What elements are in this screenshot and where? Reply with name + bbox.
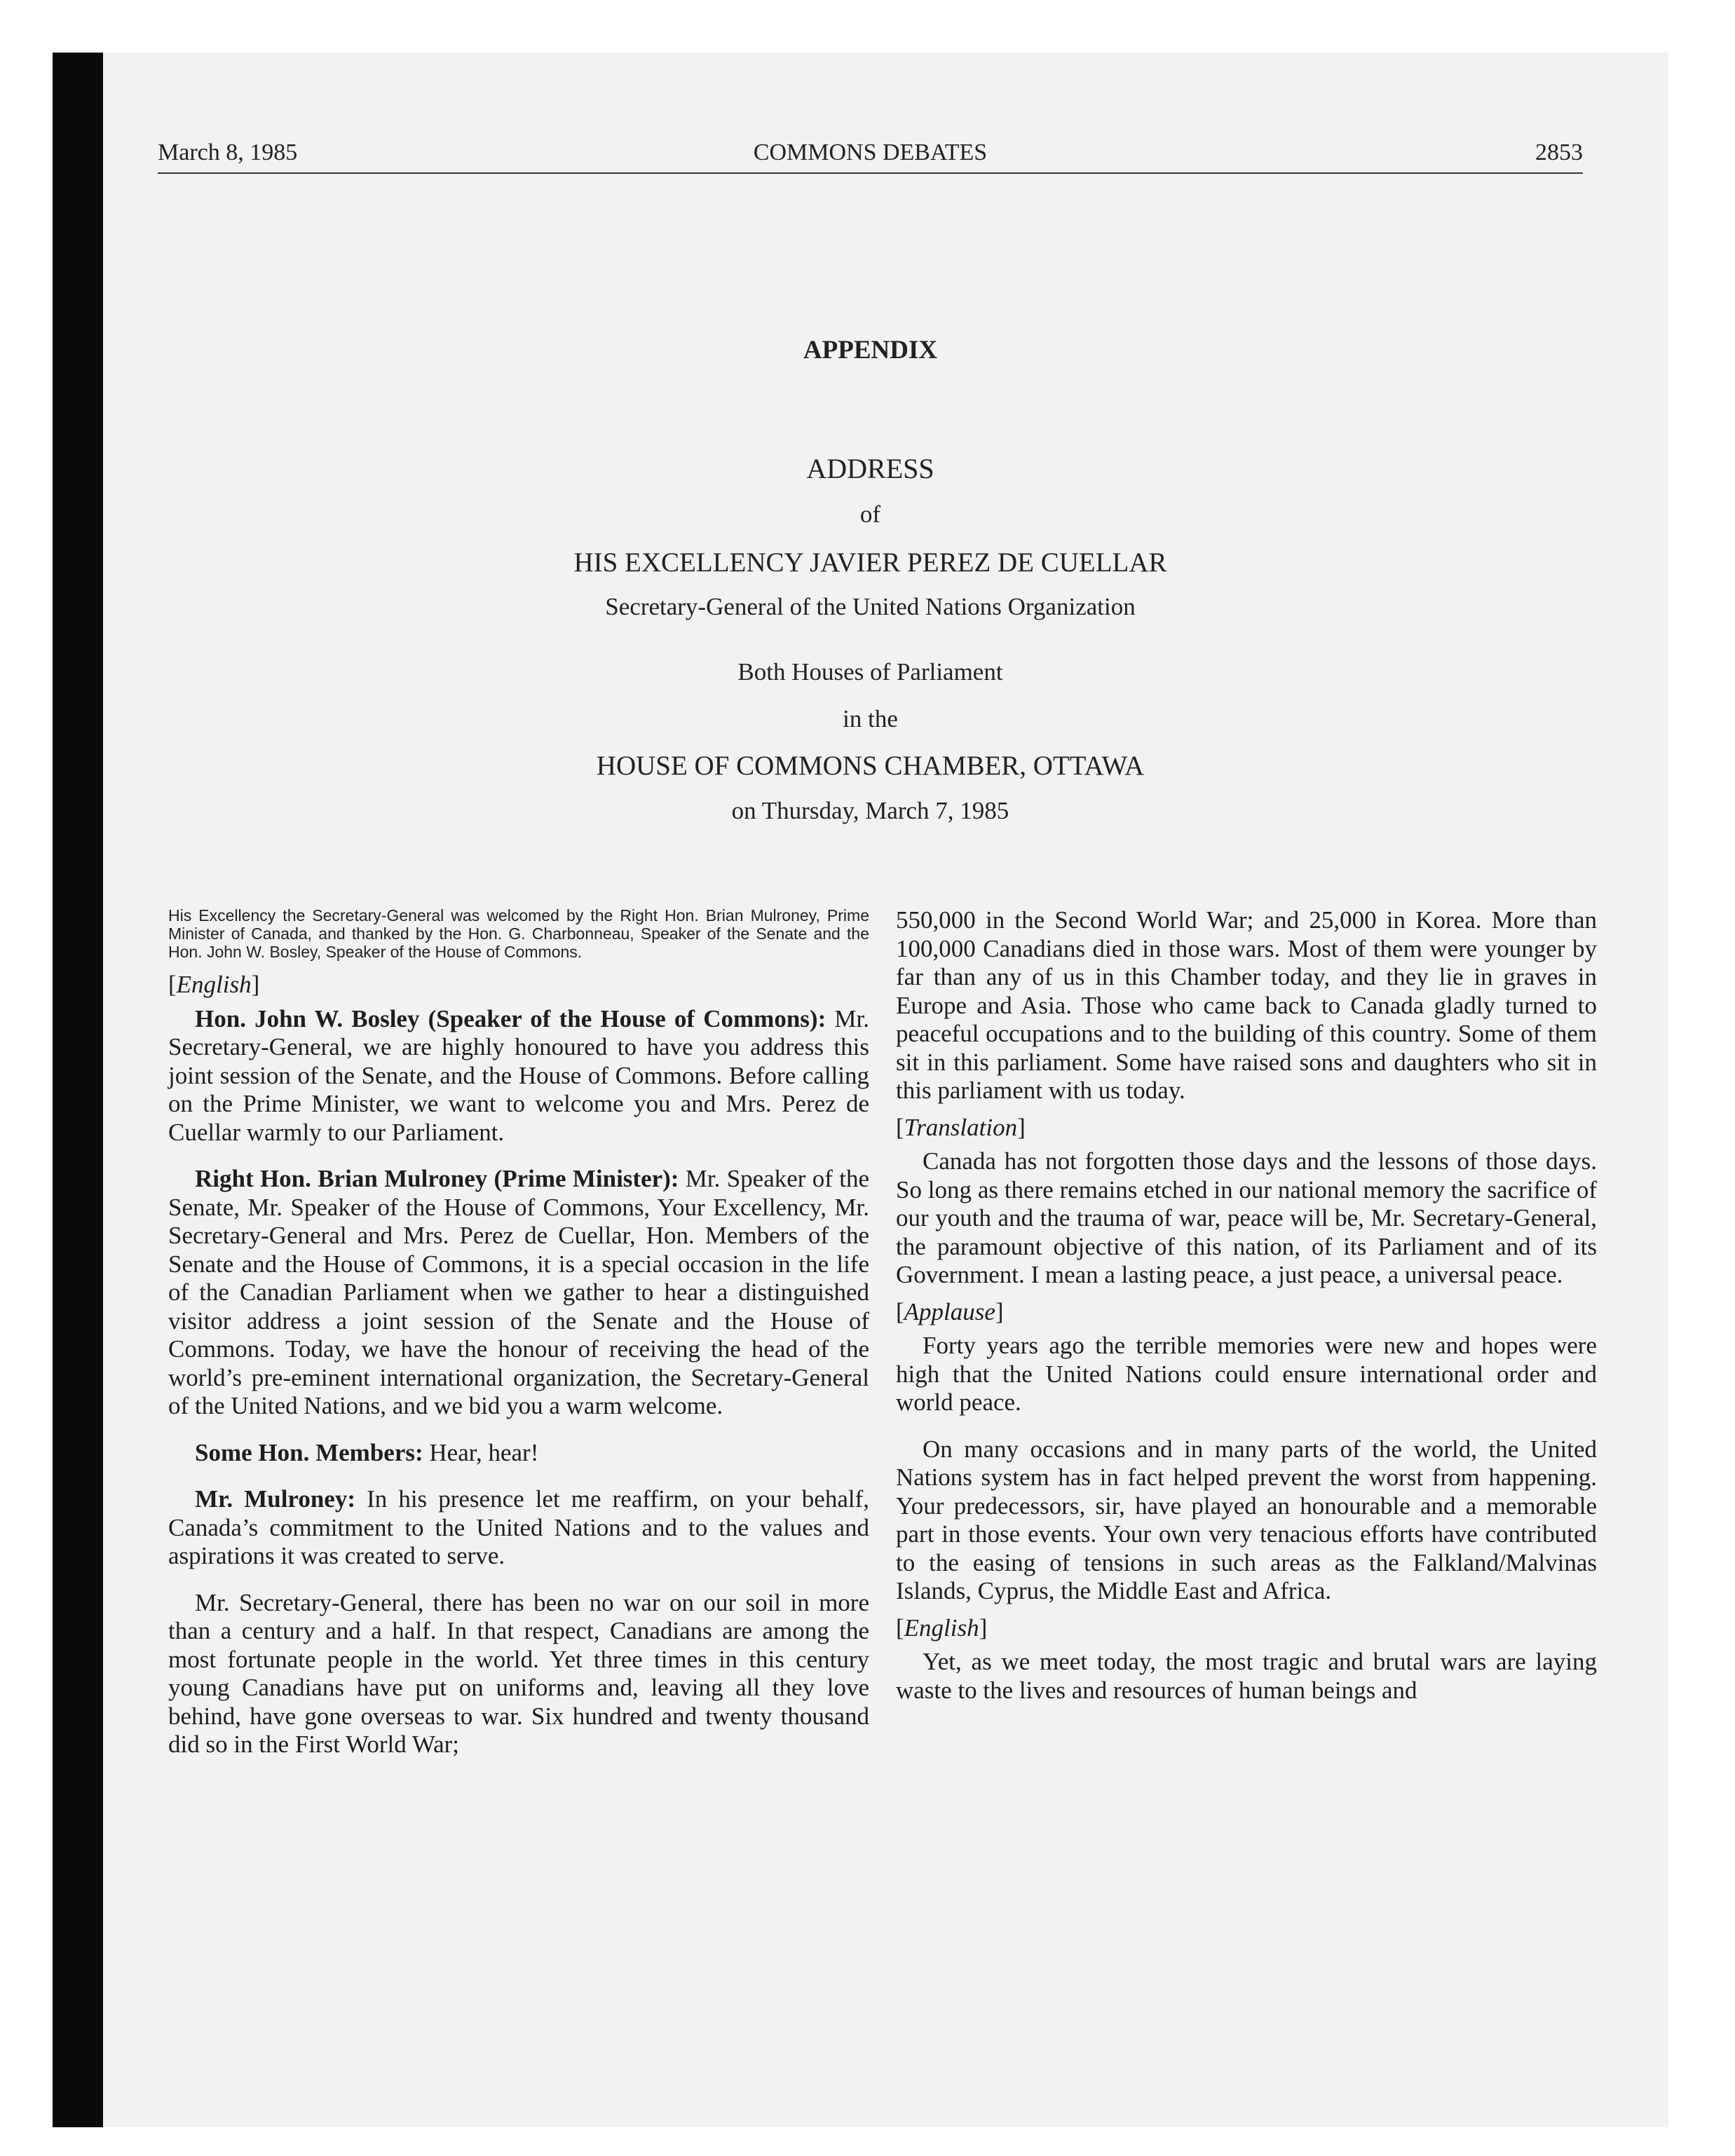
- speech-paragraph: Forty years ago the terrible memories were new and hopes were high that the United Nations could ensure international order and world peace.: [896, 1332, 1597, 1416]
- intro-note: His Excellency the Secretary-General was welcomed by the Right Hon. Brian Mulroney, Prime Minister of Canada, and thanked by the Hon. G. Charbonneau, Speaker of the Senate and the Hon. John W. Bosley, Speaker of the House of Commons.: [168, 906, 869, 961]
- speech-paragraph: On many occasions and in many parts of the world, the United Nations system has in fact helped prevent the worst from happening. Your predecessors, sir, have played an honourable and a memorable part in those events. Your own very tenacious efforts have contributed to the easing of tensions in such areas as the Falkland/Malvinas Islands, Cyprus, the Middle East and Africa.: [896, 1435, 1597, 1604]
- speaker-name: HIS EXCELLENCY JAVIER PEREZ DE CUELLAR: [573, 547, 1167, 578]
- speech-text: Hear, hear!: [429, 1438, 539, 1466]
- appendix-heading: APPENDIX: [803, 336, 938, 364]
- language-tag-english: [English]: [168, 971, 260, 998]
- language-tag-translation: [Translation]: [896, 1113, 1026, 1141]
- applause-tag: [Applause]: [896, 1297, 1004, 1325]
- speech-paragraph: Yet, as we meet today, the most tragic and brutal wars are laying waste to the lives and resources of human beings and: [896, 1648, 1597, 1704]
- speech-bosley: [168, 1005, 869, 1147]
- speech-mulroney: [168, 1165, 869, 1421]
- speaker-label: Right Hon. Brian Mulroney (Prime Minister):: [195, 1165, 679, 1192]
- scan-edge-shadow: [53, 53, 103, 2127]
- header-date: March 8, 1985: [158, 139, 298, 165]
- speech-text: Mr. Speaker of the Senate, Mr. Speaker of the House of Commons, Your Excellency, Mr. Secretary-General and Mrs. Perez de Cuellar, Hon. Members of the Senate and the House of Commons, it is a special occasion in the life of the Canadian Parliament when we gather to hear a distinguished visitor address a joint session of the Senate and the House of Commons. Today, we have the honour of receiving the head of the world’s pre-eminent international organization, the Secretary-General of the United Nations, and we bid you a warm welcome.: [168, 1165, 870, 1419]
- right-column: [896, 906, 1597, 1705]
- speaker-role: Secretary-General of the United Nations Organization: [605, 593, 1136, 620]
- of-line: of: [859, 500, 881, 528]
- left-column: [168, 906, 869, 1759]
- event-date: on Thursday, March 7, 1985: [731, 797, 1009, 824]
- address-heading: ADDRESS: [806, 453, 934, 484]
- header-page-number: 2853: [1535, 139, 1583, 165]
- audience-line: Both Houses of Parliament: [737, 658, 1003, 685]
- speech-text: Mr. Secretary-General, we are highly honoured to have you address this joint session of the Senate, and the House of Commons. Before calling on the Prime Minister, we want to welcome you and Mrs. Perez de Cuellar warmly to our Parliament.: [168, 1004, 869, 1146]
- speaker-label: Some Hon. Members:: [195, 1438, 423, 1466]
- venue-line: HOUSE OF COMMONS CHAMBER, OTTAWA: [596, 751, 1145, 781]
- language-tag-english: [English]: [896, 1613, 988, 1642]
- speech-paragraph: Canada has not forgotten those days and the lessons of those days. So long as there remains etched in our national memory the sacrifice of our youth and the trauma of war, peace will be, Mr. Secretary-General, the paramount objective of this nation, of its Parliament and of its Government. I mean a lasting peace, a just peace, a universal peace.: [896, 1147, 1597, 1288]
- header-rule: [158, 172, 1583, 174]
- speech-paragraph: Mr. Secretary-General, there has been no war on our soil in more than a century and a half. In that respect, Canadians are among the most fortunate people in the world. Yet three times in this century young Canadians have put on uniforms and, leaving all they love behind, have gone overseas to war. Six hundred and twenty thousand did so in the First World War;: [168, 1588, 869, 1758]
- in-the-line: in the: [843, 705, 898, 732]
- speech-paragraph: 550,000 in the Second World War; and 25,000 in Korea. More than 100,000 Canadians died in those wars. Most of them were younger by far than any of us in this Chamber today, and they lie in graves in Europe and Asia. Those who came back to Canada gladly turned to peaceful occupations and to the building of this country. Some of them sit in this parliament. Some have raised sons and daughters who sit in this parliament with us today.: [896, 906, 1597, 1104]
- speaker-label: Mr. Mulroney:: [195, 1485, 355, 1513]
- speech-members: [168, 1439, 869, 1468]
- speaker-label: Hon. John W. Bosley (Speaker of the House of Commons):: [195, 1004, 826, 1032]
- header-publication-title: COMMONS DEBATES: [753, 139, 988, 165]
- speech-text: In his presence let me reaffirm, on your behalf, Canada’s commitment to the United Nations and to the values and aspirations it was created to serve.: [168, 1485, 870, 1569]
- speech-mulroney-2: [168, 1485, 869, 1571]
